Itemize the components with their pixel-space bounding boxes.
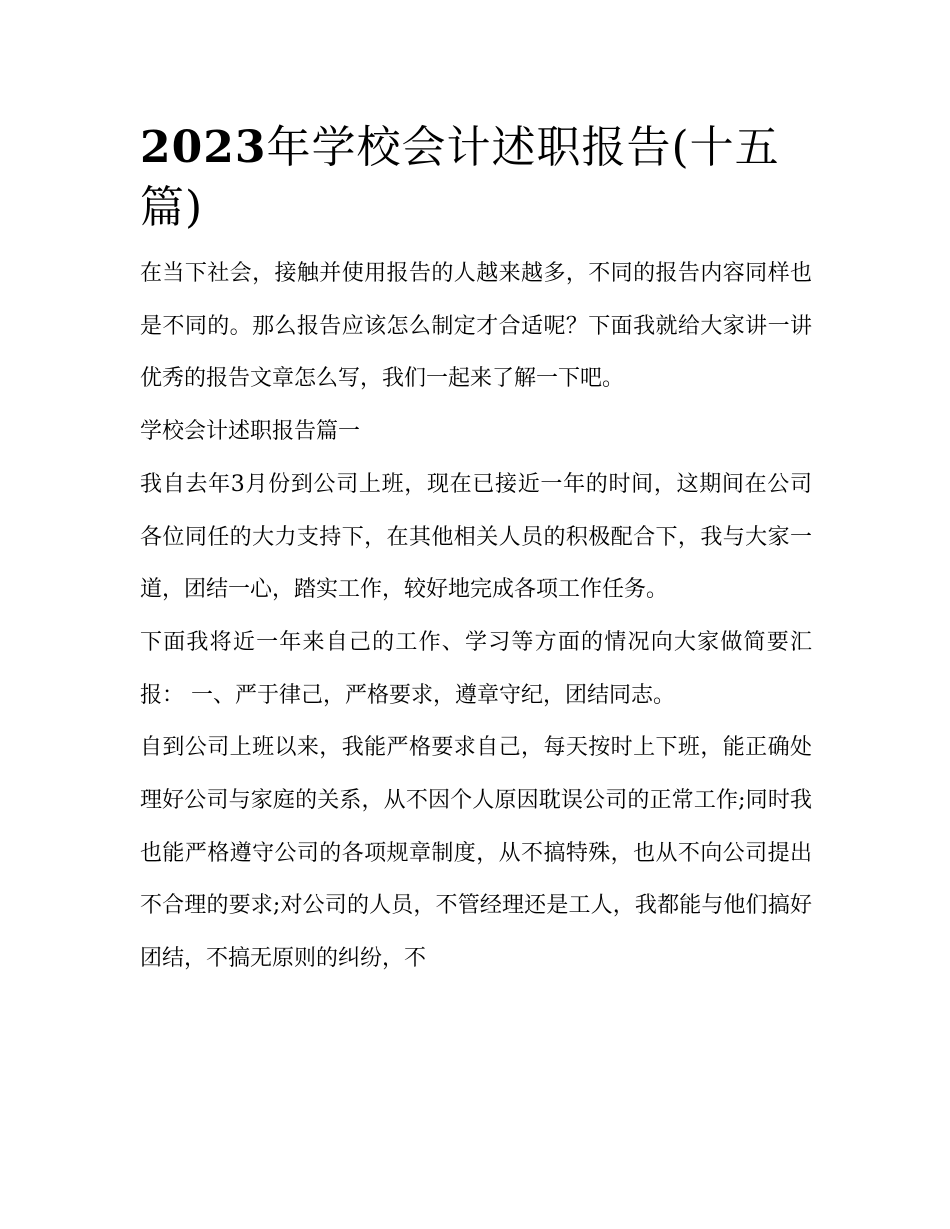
title-year: 2023 [140,122,267,173]
title-text: 年学校会计述职报告(十五篇) [140,122,780,233]
section-heading: 学校会计述职报告篇一 [140,419,361,445]
document-title [140,118,812,238]
body-paragraph: 我自去年3月份到公司上班，现在已接近一年的时间，这期间在公司各位同任的大力支持下，在其他相关人员的积极配合下，我与大家一道，团结一心，踏实工作，较好地完成各项工作任务。 [140,471,812,603]
intro-paragraph: 在当下社会，接触并使用报告的人越来越多，不同的报告内容同样也是不同的。那么报告应该怎么制定才合适呢？下面我就给大家讲一讲优秀的报告文章怎么写，我们一起来了解一下吧。 [140,261,812,392]
document-page [140,118,812,986]
body-paragraph: 自到公司上班以来，我能严格要求自己，每天按时上下班，能正确处理好公司与家庭的关系，从不因个人原因耽误公司的正常工作;同时我也能严格遵守公司的各项规章制度，从不搞特殊，也从不向公司提出不合理的要求;对公司的人员，不管经理还是工人，我都能与他们搞好团结，不搞无原则的纠纷，不 [140,735,812,972]
body-paragraph: 下面我将近一年来自己的工作、学习等方面的情况向大家做简要汇报： 一、严于律己，严格要求，遵章守纪，团结同志。 [140,629,812,708]
